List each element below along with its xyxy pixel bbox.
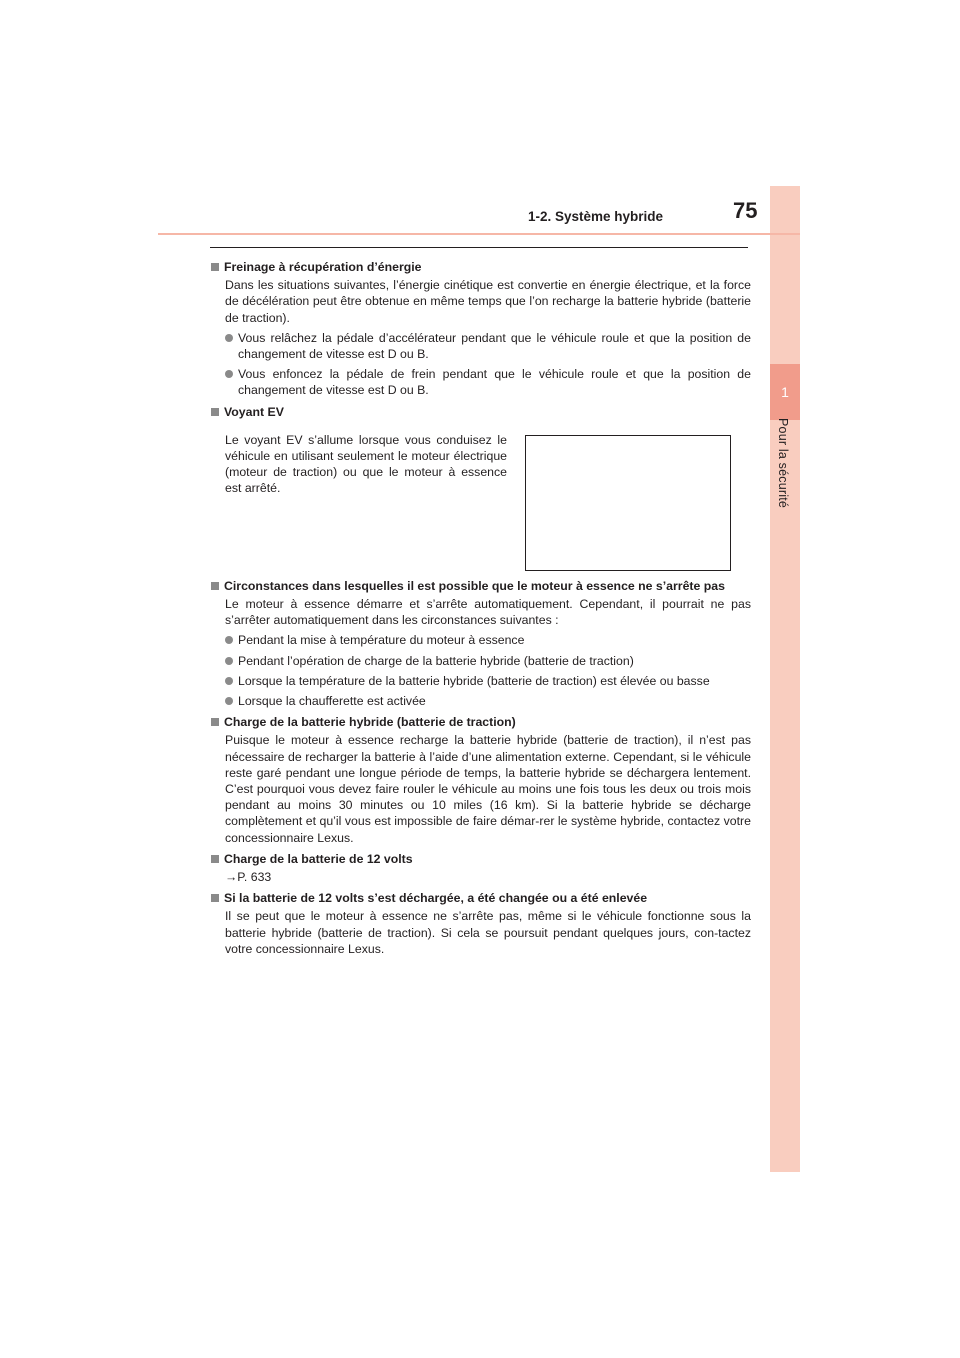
side-tab-band: [770, 186, 800, 1172]
heading-text: Voyant EV: [224, 404, 284, 419]
circle-bullet-icon: [225, 677, 233, 685]
list-item: [225, 632, 751, 648]
circle-bullet-icon: [225, 370, 233, 378]
heading-discharged: [211, 890, 751, 906]
heading-text: Charge de la batterie hybride (batterie de traction): [224, 715, 516, 730]
section-title: 1-2. Système hybride: [528, 209, 664, 224]
list-item: [225, 653, 751, 669]
square-bullet-icon: [211, 582, 219, 590]
heading-circumstances: [211, 578, 751, 594]
list-item: [225, 330, 751, 362]
list-item-text: Pendant la mise à température du moteur à essence: [238, 633, 525, 648]
heading-text: Charge de la batterie de 12 volts: [224, 851, 413, 866]
heading-ev: [211, 404, 751, 420]
square-bullet-icon: [211, 718, 219, 726]
heading-text: Freinage à récupération d’énergie: [224, 260, 422, 274]
chapter-number-tab[interactable]: 1: [770, 364, 800, 420]
paragraph-ev: Le voyant EV s’allume lorsque vous conduisez le véhicule en utilisant seulement le moteur électrique (moteur de traction) ou que le moteur à essence est arrêté.: [225, 432, 507, 496]
heading-regen: [211, 259, 751, 275]
list-item-text: Lorsque la chaufferette est activée: [238, 694, 426, 709]
list-item-text: Pendant l’opération de charge de la batterie hybride (batterie de traction): [238, 653, 634, 668]
circle-bullet-icon: [225, 636, 233, 644]
paragraph-regen: Dans les situations suivantes, l’énergie cinétique est convertie en énergie électrique, et la force de décélération peut être obtenue en même temps que l’on recharge la batterie hybride (batterie de traction).: [225, 278, 751, 325]
square-bullet-icon: [211, 408, 219, 416]
list-item-text: Lorsque la température de la batterie hybride (batterie de traction) est élevée ou basse: [238, 673, 710, 688]
heading-text: Circonstances dans lesquelles il est possible que le moteur à essence ne s’arrête pas: [224, 578, 725, 593]
list-item-text: Vous relâchez la pédale d’accélérateur pendant que le véhicule roule et que la position de changement de vitesse est D ou B.: [238, 330, 751, 362]
heading-text: Si la batterie de 12 volts s’est déchargée, a été changée ou a été enlevée: [224, 891, 648, 906]
square-bullet-icon: [211, 263, 219, 271]
page-content: [211, 259, 751, 957]
circle-bullet-icon: [225, 657, 233, 665]
page-number: 75: [733, 198, 758, 223]
heading-12v: [211, 851, 751, 867]
page-reference-link[interactable]: →P. 633: [225, 870, 272, 885]
paragraph-circumstances: Le moteur à essence démarre et s’arrête automatiquement. Cependant, il pourrait ne pas s’arrêter automatiquement dans les circonstances suivantes :: [225, 597, 751, 628]
list-item: [225, 693, 751, 709]
heading-charge: [211, 714, 751, 730]
list-item: [225, 673, 751, 689]
square-bullet-icon: [211, 894, 219, 902]
ev-indicator-image: [525, 435, 731, 571]
header-rule: [158, 233, 800, 235]
content-top-rule: [210, 247, 748, 248]
paragraph-discharged: Il se peut que le moteur à essence ne s’arrête pas, même si le véhicule fonctionne sous la batterie hybride (batterie de traction). Si cela se poursuit pendant quelques jours, con-tactez votre concessionnaire Lexus.: [225, 909, 751, 956]
square-bullet-icon: [211, 855, 219, 863]
ev-row: [225, 422, 751, 573]
paragraph-charge: Puisque le moteur à essence recharge la batterie hybride (batterie de traction), il n’est pas nécessaire de recharger la batterie à l’aide d’une alimentation externe. Cependant, si le véhicule reste garé pendant une longue période de temps, la batterie hybride se déchargera lentement. C’est pourquoi vous devez faire rouler le véhicule au moins une fois tous les deux ou trois mois pendant au moins 30 minutes ou 10 miles (16 km). Si la batterie hybride se décharge complètement et qu’il vous est impossible de faire démar-rer le système hybride, contactez votre concessionnaire Lexus.: [225, 733, 751, 845]
list-item-text: Vous enfoncez la pédale de frein pendant que le véhicule roule et que la position de changement de vitesse est D ou B.: [238, 367, 751, 398]
list-item: [225, 366, 751, 398]
circle-bullet-icon: [225, 334, 233, 342]
circle-bullet-icon: [225, 697, 233, 705]
chapter-label: Pour la sécurité: [776, 418, 790, 509]
